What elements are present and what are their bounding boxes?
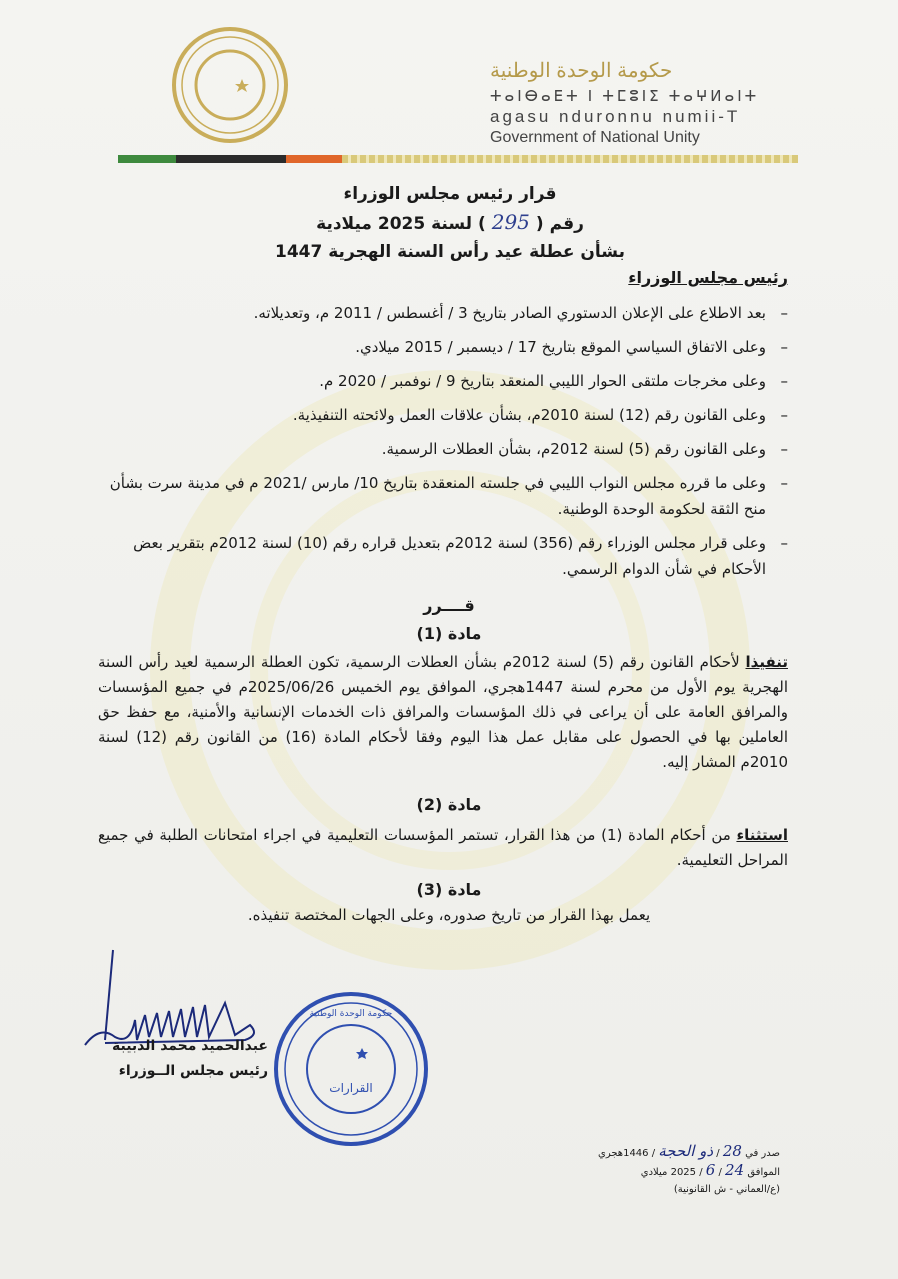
preamble-clause: – وعلى ما قرره مجلس النواب الليبي في جلسته المنعقدة بتاريخ 10/ مارس /2021 م في مدينة سرت بشأن منح الثقة لحكومة الوحدة الوطنية. bbox=[109, 474, 788, 518]
issued-label: صدر في bbox=[745, 1148, 780, 1159]
decision-title bbox=[200, 180, 700, 266]
greg-year: 2025 ميلادي bbox=[640, 1167, 697, 1178]
corresponding-label: الموافق bbox=[747, 1167, 780, 1178]
title-line-3: بشأن عطلة عيد رأس السنة الهجرية 1447 bbox=[275, 242, 625, 262]
preamble-clause: – وعلى مخرجات ملتقى الحوار الليبي المنعقد بتاريخ 9 / نوفمبر / 2020 م. bbox=[319, 372, 788, 390]
libya-emblem-logo bbox=[170, 25, 290, 145]
stripe-orange bbox=[286, 155, 342, 163]
stripe-black bbox=[176, 155, 286, 163]
decision-number-handwritten: 295 bbox=[491, 210, 530, 234]
footer-note: (ع/العماني - ش القانونية) bbox=[673, 1184, 780, 1195]
gregorian-date-line: الموافق 24 / 6 / 2025 ميلادي bbox=[640, 1161, 780, 1179]
hijri-year: 1446هجري bbox=[598, 1148, 649, 1159]
greg-month: 6 bbox=[705, 1161, 716, 1179]
hijri-month: ذو الحجة bbox=[658, 1142, 714, 1160]
hijri-date-line: صدر في 28 / ذو الحجة / 1446هجري bbox=[598, 1142, 780, 1160]
stripe-gold bbox=[342, 155, 798, 163]
gov-name-arabic: حكومة الوحدة الوطنية bbox=[490, 60, 673, 82]
stripe-green bbox=[118, 155, 176, 163]
preamble-clauses bbox=[88, 300, 788, 590]
decided-heading: قــــرر bbox=[423, 596, 475, 615]
preamble-clause: – وعلى قرار مجلس الوزراء رقم (356) لسنة 2012م بتعديل قراره رقم (10) لسنة 2012م بتقرير بعض الأحكام في شأن الدوام الرسمي. bbox=[133, 534, 788, 578]
stamp-outer-text: حكومة الوحدة الوطنية bbox=[309, 1009, 393, 1019]
signatory-name: عبدالحميد محمد الدبيبة bbox=[112, 1038, 268, 1054]
gov-name-tifinagh: ⵜⴰⵏⴱⴰⴹⵜ ⵏ ⵜⵎⵓⵏⵉ ⵜⴰⵖⵍⴰⵏⵜ bbox=[490, 88, 760, 105]
preamble-clause: – وعلى القانون رقم (5) لسنة 2012م، بشأن العطلات الرسمية. bbox=[381, 440, 788, 458]
official-stamp bbox=[272, 990, 430, 1148]
article-1-title: مادة (1) bbox=[416, 624, 482, 643]
article-2-body: من أحكام المادة (1) من هذا القرار، تستمر المؤسسات التعليمية في اجراء امتحانات الطلبة في جميع المراحل التعليمية. bbox=[98, 826, 788, 869]
title-line-2 bbox=[200, 208, 700, 238]
article-1-lead: تنفيذا bbox=[745, 653, 788, 671]
article-3-title: مادة (3) bbox=[416, 880, 482, 899]
article-2-title: مادة (2) bbox=[416, 795, 482, 814]
issue-date-block bbox=[560, 1143, 780, 1198]
gov-name-english: Government of National Unity bbox=[490, 129, 700, 146]
addressee-heading: رئيس مجلس الوزراء bbox=[628, 268, 788, 287]
preamble-clause: – وعلى الاتفاق السياسي الموقع بتاريخ 17 / ديسمبر / 2015 ميلادي. bbox=[355, 338, 788, 356]
title-line-1: قرار رئيس مجلس الوزراء bbox=[343, 184, 557, 204]
article-1-body: لأحكام القانون رقم (5) لسنة 2012م بشأن العطلات الرسمية، تكون العطلة الرسمية لعيد رأس السنة الهجرية يوم الأول من محرم لسنة 1447هجري، الموافق يوم الخميس 2025/06/26م في جميع المؤسسات والمرافق العامة على أن يراعى في ذلك المؤسسات والمرافق ذات الخدمات الإنسانية والأمنية، مع حفظ حق العاملين بها في الحصول على مقابل عمل هذا اليوم وفقا لأحكام المادة (16) من القانون رقم (12) لسنة 2010م المشار إليه. bbox=[98, 653, 789, 771]
greg-day: 24 bbox=[725, 1161, 745, 1179]
article-1-text bbox=[98, 650, 788, 775]
title-number-prefix: رقم ( bbox=[535, 214, 584, 234]
title-number-suffix: ) لسنة 2025 ميلادية bbox=[316, 214, 486, 234]
gov-name-amazigh: agasu nduronnu numii-T bbox=[490, 107, 741, 126]
article-2-text bbox=[98, 823, 788, 873]
government-header bbox=[490, 58, 790, 147]
stamp-inner-text: القرارات bbox=[329, 1081, 373, 1095]
color-stripe bbox=[118, 155, 798, 163]
hijri-day: 28 bbox=[722, 1142, 742, 1160]
article-3-text: يعمل بهذا القرار من تاريخ صدوره، وعلى الجهات المختصة تنفيذه. bbox=[247, 906, 651, 924]
preamble-clause: – وعلى القانون رقم (12) لسنة 2010م، بشأن علاقات العمل ولائحته التنفيذية. bbox=[292, 406, 788, 424]
preamble-clause: – بعد الاطلاع على الإعلان الدستوري الصادر بتاريخ 3 / أغسطس / 2011 م، وتعديلاته. bbox=[253, 304, 788, 322]
signatory-role: رئيس مجلس الــوزراء bbox=[118, 1063, 268, 1079]
article-2-lead: استثناء bbox=[736, 826, 788, 844]
